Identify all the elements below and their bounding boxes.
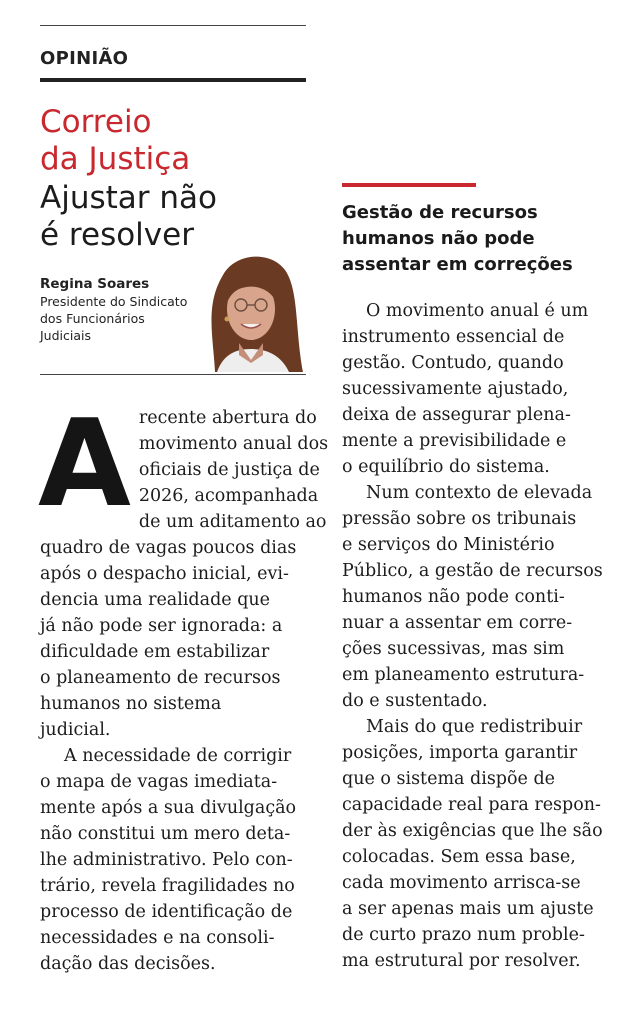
text-line: o planeamento de recursos	[40, 668, 281, 688]
author-byline	[40, 276, 210, 344]
text-line: ma estrutural por resolver.	[342, 951, 581, 971]
text-line: trário, revela fragilidades no	[40, 876, 295, 896]
subhead-accent-bar	[342, 183, 476, 187]
section-label: OPINIÃO	[40, 48, 129, 69]
headline-line: é resolver	[40, 217, 194, 253]
headline-line: Ajustar não	[40, 180, 217, 216]
text-line: o mapa de vagas imediata-	[40, 772, 278, 792]
drop-cap: A	[38, 395, 131, 534]
article-paragraph	[342, 480, 612, 714]
text-line: após o despacho inicial, evi-	[40, 564, 289, 584]
text-line: ções sucessivas, mas sim	[342, 639, 565, 659]
text-line: oficiais de justiça de	[138, 460, 320, 480]
article-column-right	[342, 298, 612, 974]
author-name: Regina Soares	[40, 276, 150, 292]
text-line: colocadas. Sem essa base,	[342, 847, 576, 867]
subhead-line: Gestão de recursos	[342, 202, 538, 223]
text-line: dencia uma realidade que	[40, 590, 271, 610]
column-title	[40, 104, 190, 178]
text-line: dação das decisões.	[40, 954, 216, 974]
text-line: gestão. Contudo, quando	[342, 353, 564, 373]
column-title-line: da Justiça	[40, 141, 191, 177]
article-column-left	[38, 395, 329, 977]
text-line: movimento anual dos	[138, 434, 329, 454]
text-line: posições, importa garantir	[342, 743, 578, 763]
text-line: Público, a gestão de recursos	[342, 561, 603, 581]
text-line: a ser apenas mais um ajuste	[342, 899, 594, 919]
column-title-line: Correio	[40, 104, 152, 140]
article-paragraph	[38, 395, 329, 743]
text-line: de curto prazo num proble-	[342, 925, 585, 945]
author-role-line: dos Funcionários	[40, 311, 145, 326]
text-line: Num contexto de elevada	[366, 483, 593, 503]
text-line: necessidades e na consoli-	[40, 928, 275, 948]
text-line: o equilíbrio do sistema.	[342, 457, 550, 477]
author-photo	[195, 245, 306, 372]
text-line: deixa de assegurar plena-	[342, 405, 571, 425]
article-paragraph	[342, 298, 612, 480]
top-rule	[40, 25, 306, 26]
section-rule	[40, 78, 306, 82]
text-line: O movimento anual é um	[366, 301, 589, 321]
text-line: processo de identificação de	[40, 902, 293, 922]
text-line: 2026, acompanhada	[138, 486, 319, 506]
text-line: humanos no sistema	[40, 694, 222, 714]
text-line: mente a previsibilidade e	[342, 431, 567, 451]
text-line: sucessivamente ajustado,	[342, 379, 569, 399]
text-line: recente abertura do	[138, 408, 317, 428]
text-line: quadro de vagas poucos dias	[40, 538, 297, 558]
subhead-line: assentar em correções	[342, 254, 573, 275]
text-line: lhe administrativo. Pelo con-	[40, 850, 293, 870]
subheading	[342, 200, 610, 278]
text-line: cada movimento arrisca-se	[342, 873, 581, 893]
text-line: em planeamento estrutura-	[342, 665, 585, 685]
article-paragraph	[342, 714, 612, 974]
text-line: Mais do que redistribuir	[366, 717, 583, 737]
author-role-line: Presidente do Sindicato	[40, 294, 188, 309]
text-line: instrumento essencial de	[342, 327, 565, 347]
text-line: capacidade real para respon-	[342, 795, 601, 815]
text-line: do e sustentado.	[342, 691, 488, 711]
text-line: de um aditamento ao	[138, 512, 327, 532]
byline-rule	[40, 374, 306, 375]
text-line: não constitui um mero deta-	[40, 824, 291, 844]
headline	[40, 180, 217, 254]
text-line: nuar a assentar em corre-	[342, 613, 573, 633]
text-line: pressão sobre os tribunais	[342, 509, 577, 529]
text-line: A necessidade de corrigir	[64, 746, 292, 766]
text-line: e serviços do Ministério	[342, 535, 555, 555]
text-line: der às exigências que lhe são	[342, 821, 603, 841]
author-role	[40, 293, 210, 344]
text-line: já não pode ser ignorada: a	[40, 616, 283, 636]
text-line: dificuldade em estabilizar	[40, 642, 270, 662]
article-paragraph	[40, 743, 302, 977]
text-line: mente após a sua divulgação	[40, 798, 297, 818]
text-line: que o sistema dispõe de	[342, 769, 556, 789]
text-line: judicial.	[40, 720, 111, 740]
subhead-line: humanos não pode	[342, 228, 535, 249]
author-role-line: Judiciais	[40, 328, 92, 343]
text-line: humanos não pode conti-	[342, 587, 565, 607]
